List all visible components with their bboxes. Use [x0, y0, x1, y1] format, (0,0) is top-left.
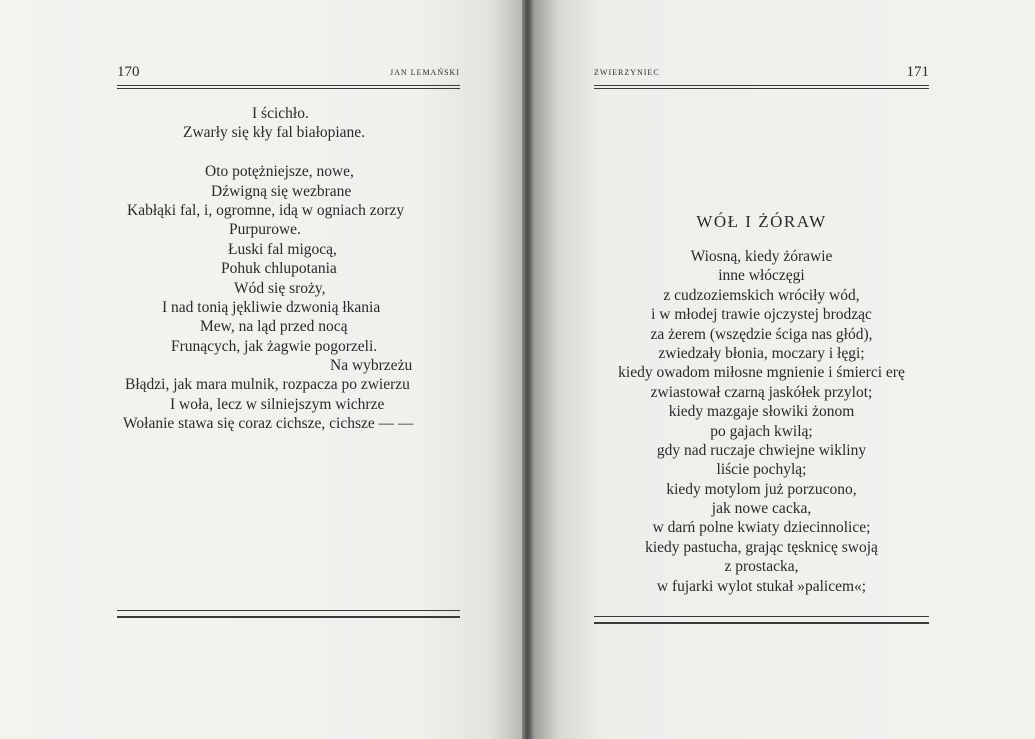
- footer-rule-right-1: [594, 616, 929, 617]
- poem-line: z cudzoziemskich wróciły wód,: [663, 286, 860, 304]
- book-gutter: [522, 0, 534, 739]
- poem-line: z prostacka,: [724, 558, 799, 576]
- poem-line: po gajach kwilą;: [710, 422, 813, 440]
- poem-line: I nad tonią jękliwie dzwonią łkania: [162, 298, 381, 316]
- poem-line: Wiosną, kiedy żórawie: [690, 248, 833, 265]
- poem-line: Pohuk chlupotania: [221, 260, 337, 278]
- header-rule-right: [594, 85, 929, 89]
- left-poem-text: [117, 104, 462, 434]
- poem-title: WÓŁ I ŻÓRAW: [696, 212, 827, 231]
- poem-line: Na wybrzeżu: [330, 357, 413, 375]
- poem-line: zwiedzały błonia, moczary i łęgi;: [658, 344, 865, 362]
- poem-line: za żerem (wszędzie ściga nas głód),: [650, 325, 873, 343]
- poem-line: inne włóczęgi: [718, 267, 805, 285]
- poem-line: Purpurowe.: [229, 221, 301, 239]
- poem-line: kiedy pastucha, grając tęsknicę swoją: [645, 538, 878, 556]
- footer-rule-right-2: [594, 622, 929, 624]
- poem-line: w fujarki wylot stukał »palicem«;: [656, 577, 867, 595]
- running-title-right: ZWIERZYNIEC: [594, 68, 660, 77]
- poem-line: kiedy mazgaje słowiki żonom: [668, 403, 855, 421]
- poem-line: jak nowe cacka,: [711, 500, 812, 518]
- poem-line: Dźwigną się wezbrane: [211, 182, 352, 200]
- poem-line: Łuski fal migocą,: [228, 240, 337, 258]
- poem-line: Błądzi, jak mara mulnik, rozpacza po zwierzu: [125, 376, 410, 394]
- page-number-right: 171: [906, 64, 929, 80]
- poem-line: [117, 143, 462, 162]
- poem-line: gdy nad ruczaje chwiejne wikliny: [656, 441, 867, 459]
- poem-line: Zwarły się kły fal białopiane.: [183, 124, 366, 142]
- footer-rule-left-1: [117, 610, 460, 611]
- poem-line: I ścichło.: [252, 105, 309, 122]
- poem-line: Wód się sroży,: [234, 279, 326, 297]
- poem-line: I woła, lecz w silniejszym wichrze: [170, 395, 385, 413]
- left-running-head: [117, 64, 460, 84]
- poem-line: kiedy motylom już porzucono,: [666, 480, 857, 498]
- right-running-head: [594, 64, 929, 84]
- poem-line: liście pochylą;: [716, 461, 807, 479]
- poem-line: Kabłąki fal, i, ogromne, idą w ogniach zorzy: [127, 201, 405, 219]
- header-rule-left: [117, 85, 460, 89]
- right-poem-text: [594, 247, 929, 596]
- page-number-left: 170: [117, 64, 140, 80]
- running-title-left: JAN LEMAŃSKI: [390, 68, 460, 77]
- poem-line: Wołanie stawa się coraz cichsze, cichsze — —: [123, 415, 414, 433]
- poem-line: i w młodej trawie ojczystej brodząc: [651, 306, 872, 324]
- poem-line: Mew, na ląd przed nocą: [200, 318, 348, 336]
- poem-line: zwiastował czarną jaskółek przylot;: [650, 383, 873, 401]
- poem-line: w darń polne kwiaty dziecinnolice;: [652, 519, 871, 537]
- poem-line: kiedy owadom miłosne mgnienie i śmierci erę: [618, 364, 905, 382]
- poem-line: Frunących, jak żagwie pogorzeli.: [171, 337, 378, 355]
- footer-rule-left-2: [117, 616, 460, 618]
- poem-line: Oto potężniejsze, nowe,: [205, 163, 354, 181]
